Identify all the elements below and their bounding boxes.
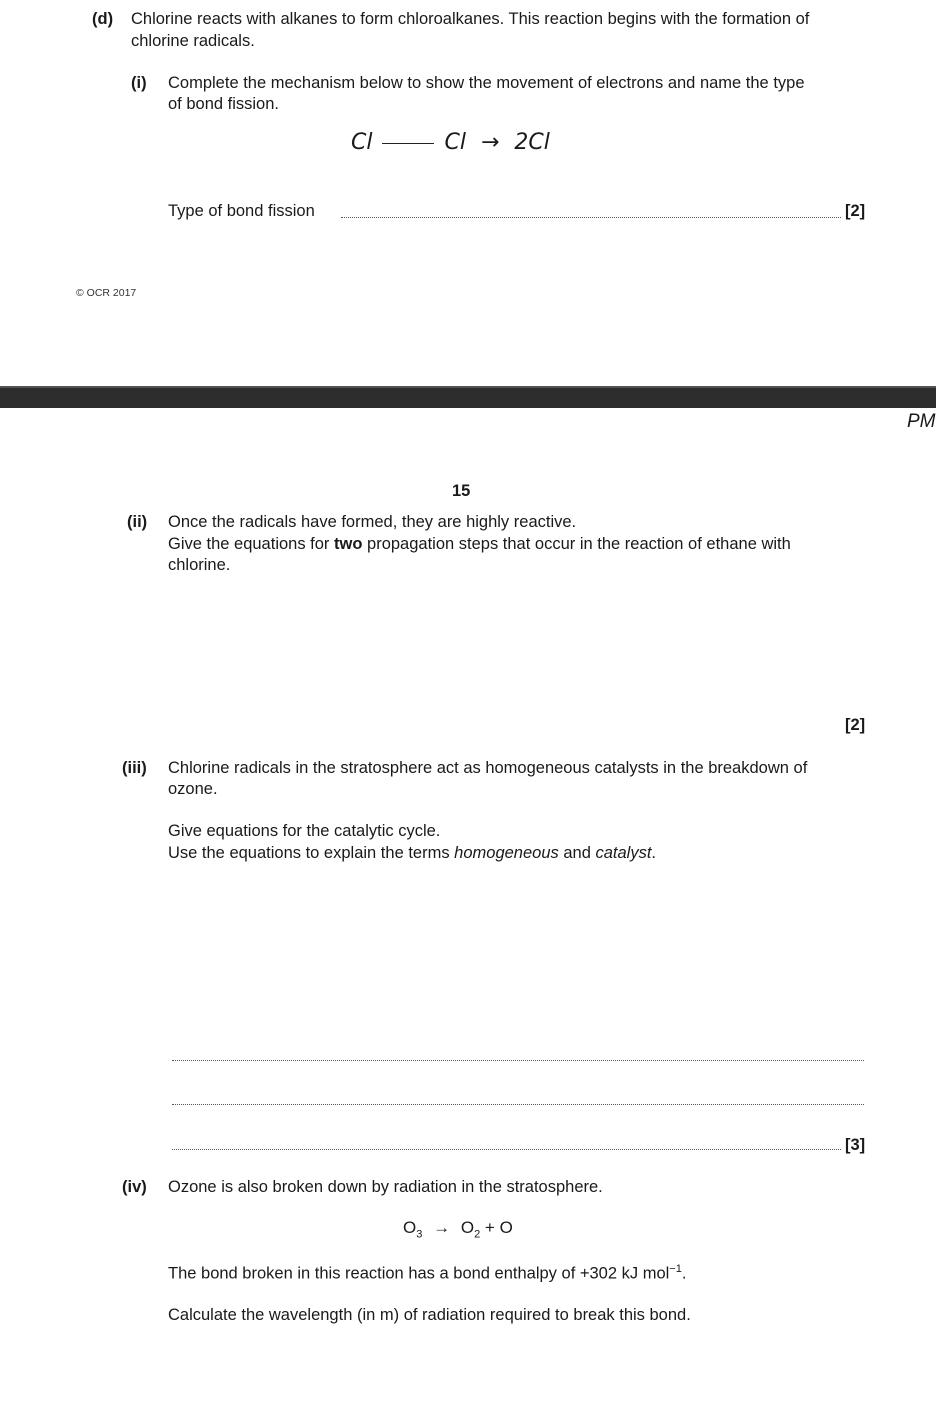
- part-ii-label: (ii): [127, 513, 148, 531]
- part-ii-marks: [2]: [845, 716, 866, 734]
- part-d-text-line1: Chlorine reacts with alkanes to form chloroalkanes. This reaction begins with the formation of: [131, 10, 810, 28]
- part-d-text-line2: chlorine radicals.: [131, 32, 255, 50]
- part-iv-text-line3: Calculate the wavelength (in m) of radiation required to break this bond.: [168, 1306, 691, 1324]
- eq-cl-right: Cl: [444, 130, 466, 155]
- part-ii-text-line1: Once the radicals have formed, they are highly reactive.: [168, 513, 577, 531]
- part-i-text-line1: Complete the mechanism below to show the movement of electrons and name the type: [168, 74, 805, 92]
- page-break-band: [0, 388, 936, 408]
- part-i-label: (i): [131, 74, 147, 92]
- part-iii-text-line1: Chlorine radicals in the stratosphere act as homogeneous catalysts in the breakdown of: [168, 759, 808, 777]
- part-iv-text-line2: The bond broken in this reaction has a bond enthalpy of +302 kJ mol$^{-1}$.: [168, 1263, 687, 1283]
- part-iii-answer-line-1[interactable]: [172, 1060, 864, 1061]
- part-i-text-line2: of bond fission.: [168, 95, 279, 113]
- part-i-marks: [2]: [845, 202, 866, 220]
- part-iii-answer-line-3[interactable]: [172, 1149, 841, 1150]
- part-iii-answer-line-2[interactable]: [172, 1104, 864, 1105]
- part-ii-text-line3: chlorine.: [168, 556, 231, 574]
- eq-cl-left: Cl: [351, 130, 373, 155]
- ozone-equation: $O_3 \to O_2 + O$: [403, 1218, 513, 1241]
- copyright: © OCR 2017: [76, 287, 137, 299]
- part-d-label: (d): [92, 10, 114, 28]
- part-iii-text-line2: ozone.: [168, 780, 218, 798]
- part-iv-text-line1: Ozone is also broken down by radiation in the stratosphere.: [168, 1178, 603, 1196]
- eq-product: 2Cl: [514, 130, 550, 155]
- eq-arrow: →: [480, 130, 500, 155]
- part-ii-text-line2: Give the equations for two propagation steps that occur in the reaction of ethane with: [168, 535, 791, 553]
- part-iii-text-line3: Give equations for the catalytic cycle.: [168, 822, 441, 840]
- bond-fission-prompt: Type of bond fission: [168, 202, 315, 220]
- bond-fission-answer-line[interactable]: [341, 217, 841, 218]
- corner-text: PM: [907, 411, 936, 432]
- part-iii-label: (iii): [122, 759, 147, 777]
- part-iv-label: (iv): [122, 1178, 147, 1196]
- bond-line: [382, 143, 434, 144]
- page-number: 15: [452, 482, 471, 500]
- mechanism-equation: [351, 130, 550, 155]
- part-iii-text-line4: Use the equations to explain the terms homogeneous and catalyst.: [168, 844, 656, 862]
- part-iii-marks: [3]: [845, 1136, 866, 1154]
